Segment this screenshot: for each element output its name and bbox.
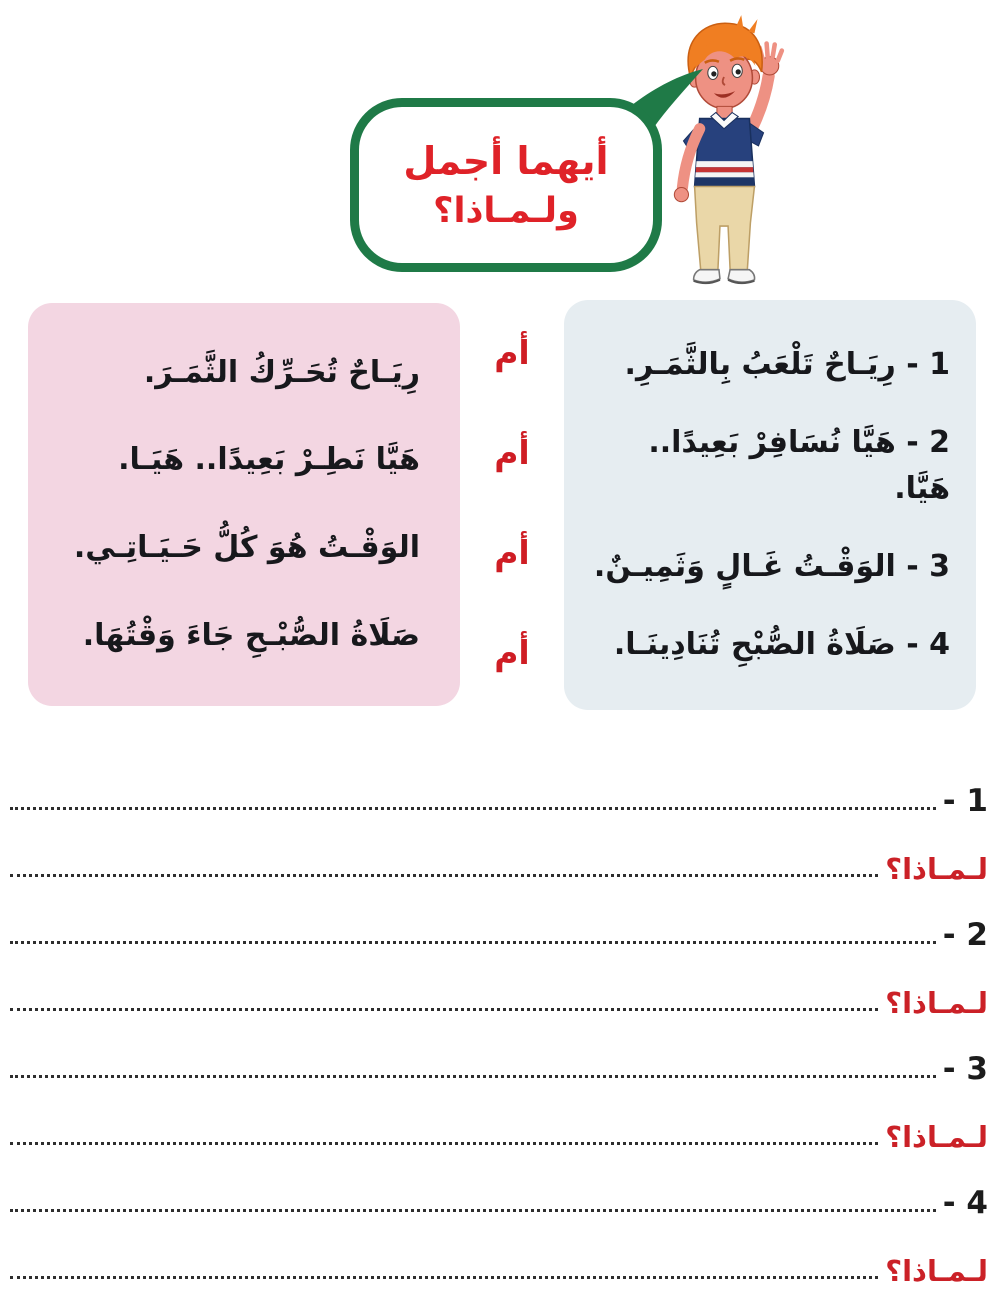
- answer-row-2: [10, 886, 988, 953]
- boy-hand: [674, 188, 688, 202]
- bubble-question-line1: أيهما أجمل: [403, 139, 609, 183]
- answer-row-4: [10, 1154, 988, 1221]
- alt-sentence-2: هَيَّا نَطِـرْ بَعِيدًا.. هَيَـا.: [118, 442, 420, 478]
- why-row-3: [10, 1087, 988, 1154]
- answer-line[interactable]: [10, 1276, 878, 1279]
- or-column: [462, 302, 562, 702]
- why-row-1: [10, 819, 988, 886]
- why-row-2: [10, 953, 988, 1020]
- or-label-3: أم: [494, 532, 530, 572]
- answer-line[interactable]: [10, 941, 936, 944]
- why-row-4: [10, 1221, 988, 1288]
- numbered-sentences-panel: [564, 300, 976, 710]
- answer-number-2: 2 -: [942, 917, 988, 953]
- sentence-1: 1 - رِيَـاحٌ تَلْعَبُ بِالثَّمَـرِ.: [624, 346, 950, 382]
- alt-sentence-4: صَلَاةُ الصُّبْـحِ جَاءَ وَقْتُهَا.: [82, 617, 420, 653]
- answer-line[interactable]: [10, 1209, 936, 1212]
- why-label: لـمـاذا؟: [885, 1120, 988, 1154]
- or-label-1: أم: [494, 332, 530, 372]
- or-label-4: أم: [494, 632, 530, 672]
- answer-line[interactable]: [10, 807, 936, 810]
- answer-line[interactable]: [10, 874, 878, 877]
- answer-row-1: [10, 752, 988, 819]
- sentence-2: 2 - هَيَّا نُسَافِرْ بَعِيدًا.. هَيَّا.: [648, 424, 950, 507]
- answer-number-3: 3 -: [942, 1051, 988, 1087]
- or-label-2: أم: [494, 432, 530, 472]
- answer-line[interactable]: [10, 1008, 878, 1011]
- answers-section: [10, 752, 988, 1288]
- answer-number-4: 4 -: [942, 1185, 988, 1221]
- sentence-4: 4 - صَلَاةُ الصُّبْحِ تُنَادِينَـا.: [613, 626, 950, 662]
- why-label: لـمـاذا؟: [885, 1254, 988, 1288]
- boy-pants: [695, 187, 755, 270]
- bubble-question-line2: ولـمـاذا؟: [433, 191, 579, 231]
- speech-bubble: [350, 98, 662, 272]
- answer-number-1: 1 -: [942, 783, 988, 819]
- alternative-sentences-panel: [28, 303, 460, 706]
- answer-line[interactable]: [10, 1075, 936, 1078]
- why-label: لـمـاذا؟: [885, 986, 988, 1020]
- boy-shoes: [694, 270, 755, 283]
- answer-row-3: [10, 1020, 988, 1087]
- answer-line[interactable]: [10, 1142, 878, 1145]
- alt-sentence-1: رِيَـاحٌ تُحَـرِّكُ الثَّمَـرَ.: [143, 354, 420, 390]
- alt-sentence-3: الوَقْـتُ هُوَ كُلُّ حَـيَـاتِـي.: [73, 530, 420, 566]
- sentence-3: 3 - الوَقْـتُ غَـالٍ وَثَمِيـنٌ.: [593, 548, 950, 584]
- why-label: لـمـاذا؟: [885, 852, 988, 886]
